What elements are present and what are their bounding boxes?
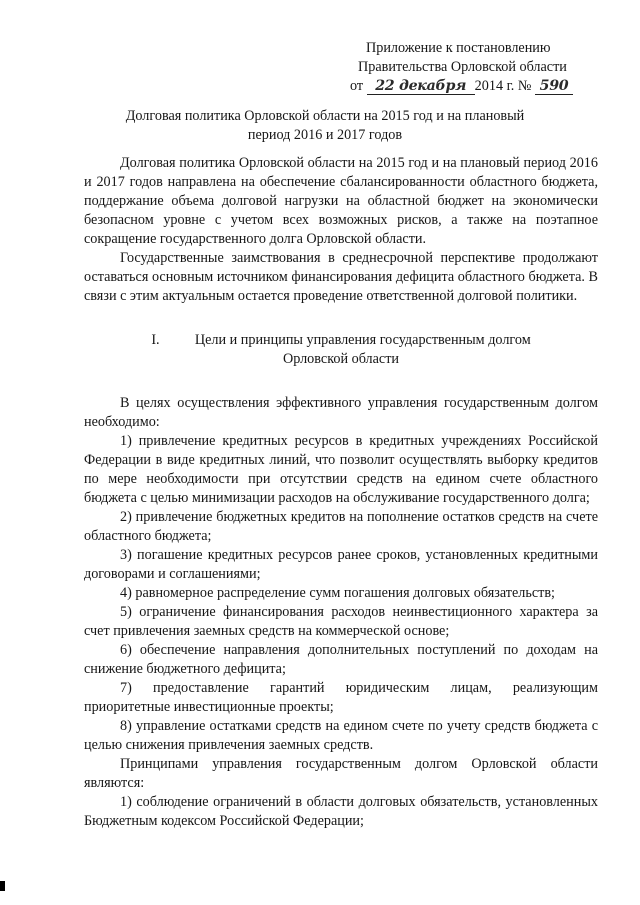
list-item: 5) ограничение финансирования расходов неинвестиционного характера за счет привлечения заемных средств на коммерческой основе; xyxy=(84,604,598,639)
annex-number-handwritten: 590 xyxy=(535,79,573,95)
scan-edge-mark xyxy=(0,881,5,891)
document-body xyxy=(84,154,598,831)
title-line-1: Долговая политика Орловской области на 2015 год и на плановый xyxy=(125,108,525,124)
paragraph-1: Долговая политика Орловской области на 2015 год и на плановый период 2016 и 2017 годов направлена на обеспечение сбалансированности областного бюджета, поддержание объема долговой нагрузки на областной бюджет на экономически безопасном уровне с учетом всех возможных рисков, а также на поэтапное сокращение государственного долга Орловской области. xyxy=(84,155,598,247)
annex-line-3 xyxy=(350,77,590,96)
list-item: 1) соблюдение ограничений в области долговых обязательств, установленных Бюджетным кодексом Российской Федерации; xyxy=(84,794,598,829)
annex-header xyxy=(350,39,590,96)
annex-line-1: Приложение к постановлению xyxy=(366,40,551,56)
list-item: 3) погашение кредитных ресурсов ранее сроков, установленных кредитными договорами и соглашениями; xyxy=(84,547,598,582)
document-title xyxy=(60,107,590,145)
section-title-line-1: Цели и принципы управления государственным долгом xyxy=(194,332,531,348)
list-item: 7) предоставление гарантий юридическим лицам, реализующим приоритетные инвестиционные проекты; xyxy=(84,680,598,715)
paragraph-2: Государственные заимствования в среднесрочной перспективе продолжают оставаться основным источником финансирования дефицита областного бюджета. В связи с этим актуальным остается проведение ответственной долговой политики. xyxy=(84,250,598,304)
principles-intro: Принципами управления государственным долгом Орловской области являются: xyxy=(84,756,598,791)
annex-date-prefix: от xyxy=(350,78,364,94)
annex-date-handwritten: 22 декабря xyxy=(367,79,475,95)
list-item: 4) равномерное распределение сумм погашения долговых обязательств; xyxy=(120,585,555,601)
annex-year: 2014 г. № xyxy=(474,78,532,94)
list-item: 6) обеспечение направления дополнительных поступлений по доходам на снижение бюджетного дефицита; xyxy=(84,642,598,677)
goals-intro: В целях осуществления эффективного управления государственным долгом необходимо: xyxy=(84,395,598,430)
annex-line-2: Правительства Орловской области xyxy=(358,59,567,75)
section-title-line-2: Орловской области xyxy=(282,351,400,367)
list-item: 1) привлечение кредитных ресурсов в кредитных учреждениях Российской Федерации в виде кредитных линий, что позволит осуществлять выборку кредитов по мере необходимости при отсутствии средств на едином счете областного бюджета с целью минимизации расходов на обслуживание государственного долга; xyxy=(84,433,598,506)
list-item: 2) привлечение бюджетных кредитов на пополнение остатков средств на счете областного бюджета; xyxy=(84,509,598,544)
title-line-2: период 2016 и 2017 годов xyxy=(247,127,403,143)
section-number: I. xyxy=(151,332,160,348)
section-heading xyxy=(84,331,598,350)
list-item: 8) управление остатками средств на едином счете по учету средств бюджета с целью снижения привлечения заемных средств. xyxy=(84,718,598,753)
